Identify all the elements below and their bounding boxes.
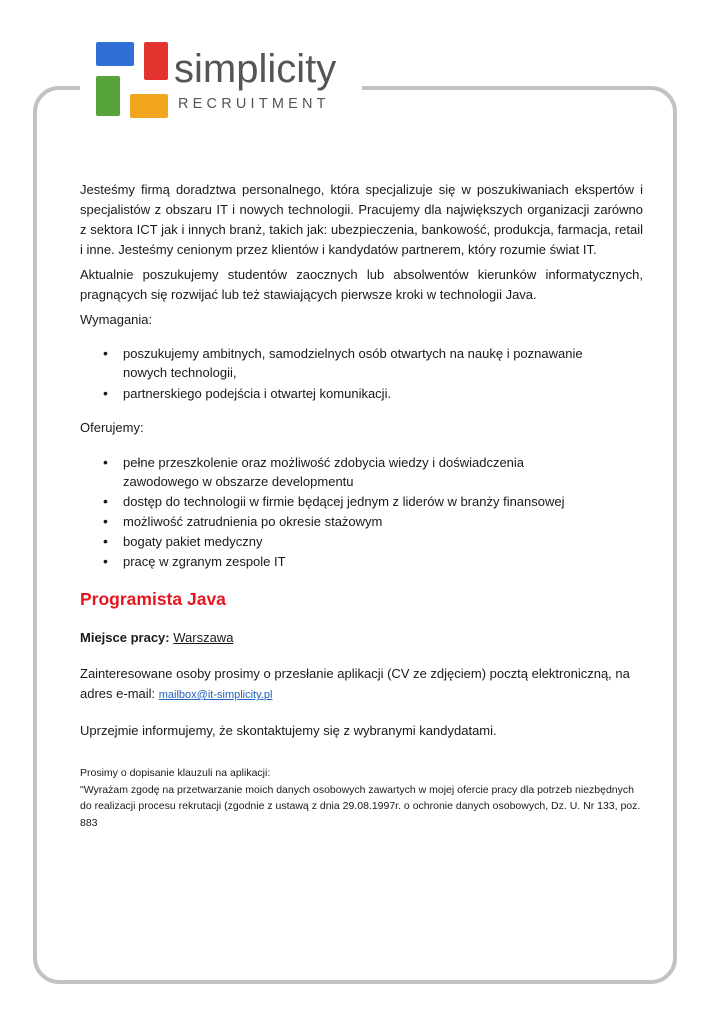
job-location-value: Warszawa: [173, 630, 234, 645]
offer-label: Oferujemy:: [80, 420, 144, 435]
intro-paragraph-1: Jesteśmy firmą doradztwa personalnego, która specjalizuje się w poszukiwaniach ekspertów i specjalistów z obszaru IT i nowych technologii. Pracujemy dla największych organizacji zarówno z sektora ICT jak i innych branż, takich jak: ubezpieczenia, bankowość, produkcja, farmacja, retail i inne. Jesteśmy cenionym przez klientów i kandydatów partnerem, który rozumie świat IT.: [80, 182, 643, 257]
logo-square-orange: [130, 94, 168, 118]
consent-clause: [80, 765, 643, 831]
document-body: [80, 180, 643, 831]
list-item: • partnerskiego podejścia i otwartej komunikacji.: [123, 384, 643, 403]
thanks-paragraph: Uprzejmie informujemy, że skontaktujemy się z wybranymi kandydatami.: [80, 723, 497, 738]
requirements-label: Wymagania:: [80, 312, 153, 327]
logo-square-blue: [96, 42, 134, 66]
list-item: • poszukujemy ambitnych, samodzielnych osób otwartych na naukę i poznawanie nowych technologii,: [123, 344, 643, 382]
list-item: • dostęp do technologii w firmie będącej jednym z liderów w branży finansowej: [123, 492, 643, 511]
logo-tagline: RECRUITMENT: [178, 96, 330, 112]
list-item: • bogaty pakiet medyczny: [123, 532, 643, 551]
email-link[interactable]: mailbox@it-simplicity.pl: [158, 689, 273, 701]
list-item: • możliwość zatrudnienia po okresie stażowym: [123, 512, 643, 531]
offer-list: [80, 453, 643, 571]
contact-text: Zainteresowane osoby prosimy o przesłanie aplikacji (CV ze zdjęciem) pocztą elektroniczną, na adres e-mail:: [80, 666, 630, 701]
list-item: • pracę w zgranym zespole IT: [123, 552, 643, 571]
job-title: Programista Java: [80, 589, 226, 609]
job-location-label: Miejsce pracy:: [80, 630, 170, 645]
logo-square-green: [96, 76, 120, 116]
company-logo: [94, 42, 354, 122]
logo-name: simplicity: [174, 47, 337, 91]
requirements-list: [80, 344, 643, 403]
list-item: • pełne przeszkolenie oraz możliwość zdobycia wiedzy i doświadczenia zawodowego w obszarze developmentu: [123, 453, 643, 491]
intro-paragraph-2: Aktualnie poszukujemy studentów zaocznych lub absolwentów kierunków informatycznych, pragnących się rozwijać lub też stawiających pierwsze kroki w technologii Java.: [80, 267, 643, 302]
contact-paragraph: [80, 664, 643, 705]
clause-text: "Wyrażam zgodę na przetwarzanie moich danych osobowych zawartych w mojej ofercie pracy dla potrzeb niezbędnych do realizacji procesu rekrutacji (zgodnie z ustawą z dnia 29.08.1997r. o ochronie danych osobowych, Dz. U. Nr 133, poz. 883: [80, 783, 641, 829]
logo-square-red: [144, 42, 168, 80]
clause-intro: Prosimy o dopisanie klauzuli na aplikacji:: [80, 767, 271, 779]
job-location: [80, 628, 643, 648]
